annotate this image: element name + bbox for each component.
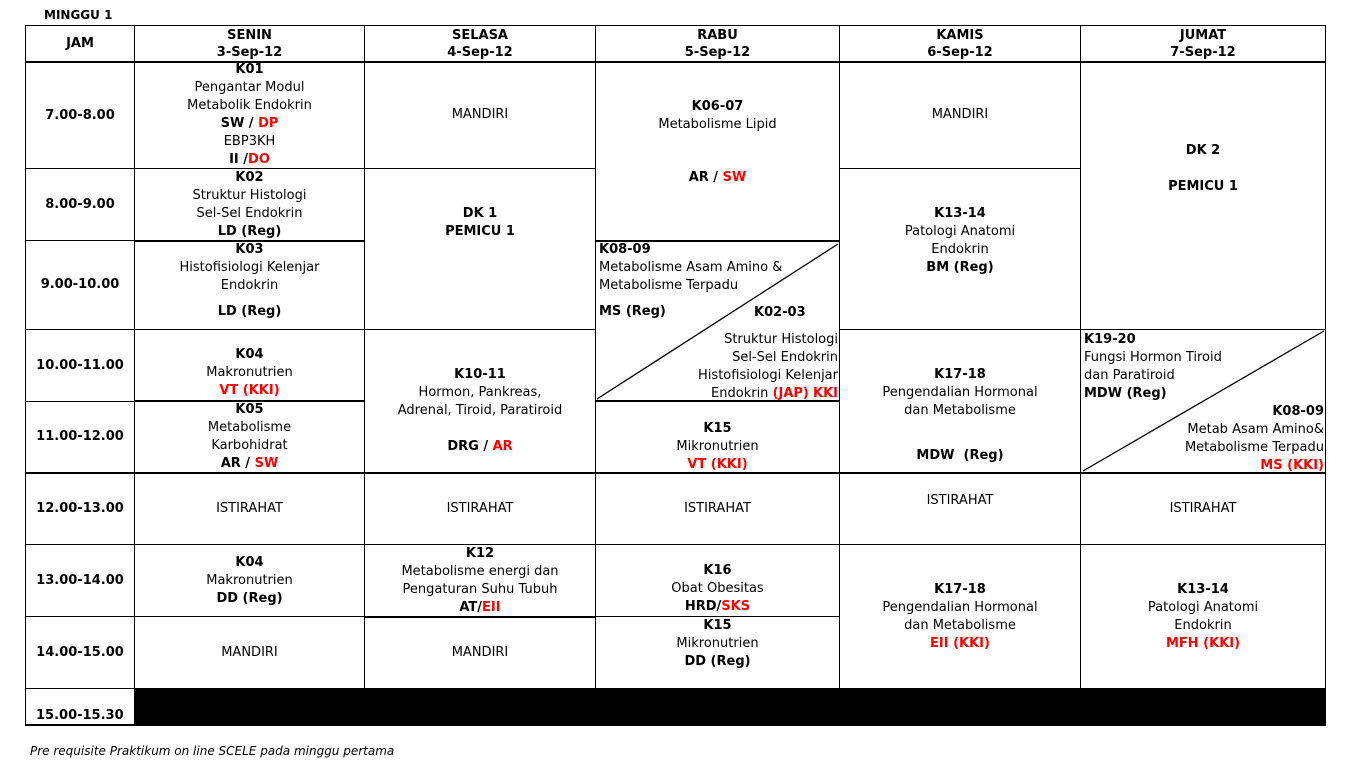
day-header-selasa: SELASA 4-Sep-12 bbox=[447, 27, 513, 60]
jam-header: JAM bbox=[66, 35, 94, 51]
time-slot: 9.00-10.00 bbox=[40, 277, 120, 292]
class-cell-k13-14: K13-14 Patologi Anatomi Endokrin BM (Reg) bbox=[904, 206, 1016, 275]
class-cell-k02: K02 Struktur Histologi Sel-Sel Endokrin LD (Reg) bbox=[192, 169, 307, 239]
class-cell-k12: K12 Metabolisme energi dan Pengaturan Suhu Tubuh AT/EII bbox=[401, 546, 559, 615]
class-cell-k05: K05 Metabolisme Karbohidrat AR / SW bbox=[207, 402, 292, 471]
class-cell-k10-11: K10-11 Hormon, Pankreas, Adrenal, Tiroid, Paratiroid DRG / AR bbox=[397, 367, 563, 454]
time-slot: 11.00-12.00 bbox=[36, 429, 124, 444]
time-slot: 7.00-8.00 bbox=[45, 107, 115, 123]
class-cell-k03: K03 Histofisiologi Kelenjar Endokrin LD (Reg) bbox=[179, 242, 320, 319]
day-header-kamis: KAMIS 6-Sep-12 bbox=[927, 27, 993, 60]
class-cell-k15b: K15 Mikronutrien DD (Reg) bbox=[676, 618, 759, 669]
day-header-senin: SENIN 3-Sep-12 bbox=[216, 27, 283, 60]
day-header-jumat: JUMAT 7-Sep-12 bbox=[1170, 27, 1236, 60]
day-header-rabu: RABU 5-Sep-12 bbox=[684, 27, 751, 60]
mandiri-cell: MANDIRI bbox=[451, 645, 509, 660]
istirahat-cell: ISTIRAHAT bbox=[926, 493, 994, 508]
time-slot: 14.00-15.00 bbox=[36, 644, 124, 660]
istirahat-cell: ISTIRAHAT bbox=[1169, 501, 1237, 516]
istirahat-cell: ISTIRAHAT bbox=[216, 501, 283, 516]
dk1-cell: DK 1 PEMICU 1 bbox=[445, 206, 515, 239]
class-cell-k17-18: K17-18 Pengendalian Hormonal dan Metabolisme MDW (Reg) bbox=[882, 367, 1038, 463]
mandiri-cell: MANDIRI bbox=[451, 107, 509, 122]
class-cell-k17-18b: K17-18 Pengendalian Hormonal dan Metabolisme EII (KKI) bbox=[882, 581, 1038, 651]
class-cell-k16: K16 Obat Obesitas HRD/SKS bbox=[671, 563, 764, 614]
class-cell-k19-20: K19-20 Fungsi Hormon Tiroid dan Paratiroid MDW (Reg) bbox=[1084, 332, 1222, 401]
class-cell-k15: K15 Mikronutrien VT (KKI) bbox=[676, 421, 759, 472]
mandiri-cell: MANDIRI bbox=[221, 644, 278, 660]
class-cell-k06-07: K06-07 Metabolisme Lipid AR / SW bbox=[658, 99, 777, 185]
class-cell-k04b: K04 Makronutrien DD (Reg) bbox=[206, 554, 293, 606]
class-cell-k04: K04 Makronutrien VT (KKI) bbox=[206, 347, 293, 398]
time-slot: 8.00-9.00 bbox=[45, 196, 115, 212]
dk2-cell: DK 2 PEMICU 1 bbox=[1168, 143, 1238, 194]
mandiri-cell: MANDIRI bbox=[931, 107, 989, 122]
footer-note: Pre requisite Praktikum on line SCELE pada minggu pertama bbox=[30, 744, 395, 758]
class-cell-k01: K01 Pengantar Modul Metabolik Endokrin SW / DP EBP3KH II /DO bbox=[187, 62, 312, 167]
time-slot: 10.00-11.00 bbox=[36, 357, 124, 373]
closing-bar bbox=[134, 688, 1326, 725]
week-label: MINGGU 1 bbox=[44, 8, 113, 22]
class-cell-k13-14-jumat: K13-14 Patologi Anatomi Endokrin MFH (KKI) bbox=[1147, 581, 1259, 651]
istirahat-cell: ISTIRAHAT bbox=[684, 501, 751, 516]
time-slot: 12.00-13.00 bbox=[36, 501, 124, 516]
time-slot: 13.00-14.00 bbox=[36, 572, 124, 588]
istirahat-cell: ISTIRAHAT bbox=[446, 501, 514, 516]
class-cell-k02-03: Struktur Histologi Sel-Sel Endokrin Histofisiologi Kelenjar Endokrin (JAP) KKI bbox=[698, 332, 838, 401]
class-cell-k08-09-rabu: K08-09 Metabolisme Asam Amino & Metabolisme Terpadu MS (Reg) bbox=[599, 242, 783, 319]
class-code-k02-03: K02-03 bbox=[754, 305, 806, 320]
class-cell-k08-09-jumat: K08-09 Metab Asam Amino& Metabolisme Terpadu MS (KKI) bbox=[1184, 404, 1324, 473]
time-slot: 15.00-15.30 bbox=[36, 708, 124, 723]
